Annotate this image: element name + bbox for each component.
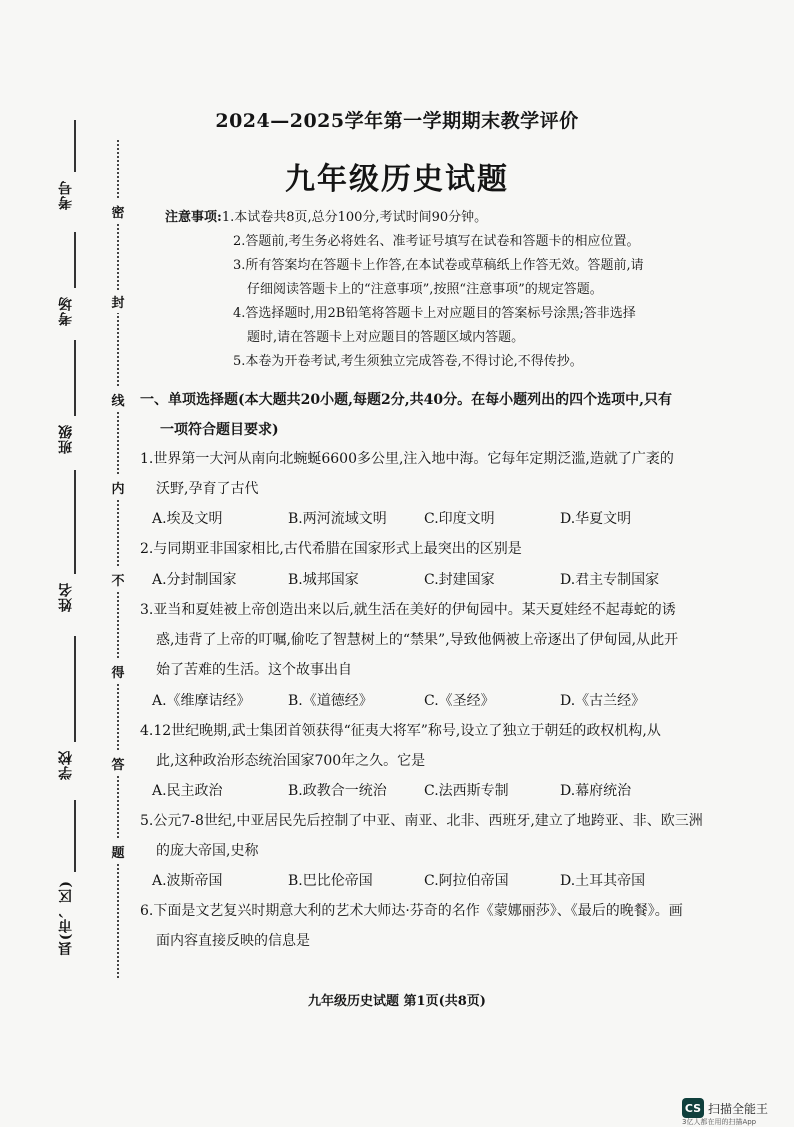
note-text: 1.本试卷共8页,总分100分,考试时间90分钟。 <box>221 210 488 225</box>
option: D.华夏文明 <box>560 511 632 527</box>
question-6 <box>140 896 725 956</box>
option: D.《古兰经》 <box>560 693 646 709</box>
question-line: 3.亚当和夏娃被上帝创造出来以后,就生活在美好的伊甸园中。某天夏娃经不起毒蛇的诱 <box>140 602 676 618</box>
question-2 <box>140 534 725 564</box>
section-heading-line: 一项符合题目要求) <box>160 422 279 438</box>
seal-char: 题 <box>109 840 127 863</box>
option: C.法西斯专制 <box>424 783 509 799</box>
question-line: 的庞大帝国,史称 <box>156 843 259 859</box>
note-line: 2.答题前,考生务必将姓名、准考证号填写在试卷和答题卡的相应位置。 <box>233 234 640 249</box>
option: A.分封制国家 <box>152 572 237 588</box>
scanner-tagline: 3亿人都在用的扫描App <box>682 1118 757 1126</box>
note-line: 3.所有答案均在答题卡上作答,在本试卷或草稿纸上作答无效。答题前,请 <box>233 258 644 273</box>
note-line: 题时,请在答题卡上对应题目的答题区域内答题。 <box>247 330 525 345</box>
question-line: 2.与同期亚非国家相比,古代希腊在国家形式上最突出的区别是 <box>140 541 522 557</box>
scanner-watermark <box>682 1098 768 1118</box>
seal-char: 答 <box>109 752 127 775</box>
side-line-class <box>74 340 76 416</box>
question-line: 沃野,孕育了古代 <box>156 481 259 497</box>
side-label-name: 姓名 <box>58 582 74 612</box>
exam-subject-title: 九年级历史试题 <box>285 162 509 197</box>
seal-char: 内 <box>109 476 127 499</box>
question-1-options <box>152 508 712 528</box>
question-5 <box>140 806 725 866</box>
option: C.《圣经》 <box>424 693 495 709</box>
scanner-app-name: 扫描全能王 <box>708 1101 769 1116</box>
scanner-logo-icon: CS <box>682 1098 704 1118</box>
question-3 <box>140 595 725 685</box>
side-line-name <box>74 470 76 574</box>
side-line-school <box>74 636 76 742</box>
option: D.土耳其帝国 <box>560 873 646 889</box>
option: B.政教合一统治 <box>288 783 387 799</box>
note-line: 仔细阅读答题卡上的“注意事项”,按照“注意事项”的规定答题。 <box>247 282 603 297</box>
option: D.幕府统治 <box>560 783 632 799</box>
note-line: 5.本卷为开卷考试,考生须独立完成答卷,不得讨论,不得传抄。 <box>233 354 583 369</box>
option: C.阿拉伯帝国 <box>424 873 509 889</box>
notes-label: 注意事项: <box>165 210 222 225</box>
side-label-county: 县(市、区) <box>58 880 74 956</box>
page-footer: 九年级历史试题 第1页(共8页) <box>308 994 486 1009</box>
option: A.波斯帝国 <box>152 873 223 889</box>
seal-char: 得 <box>109 660 127 683</box>
question-line: 此,这种政治形态统治国家700年之久。它是 <box>156 753 426 769</box>
option: B.两河流域文明 <box>288 511 387 527</box>
note-line: 4.答选择题时,用2B铅笔将答题卡上对应题目的答案标号涂黑;答非选择 <box>233 306 636 321</box>
question-line: 4.12世纪晚期,武士集团首领获得“征夷大将军”称号,设立了独立于朝廷的政权机构,从 <box>140 723 661 739</box>
question-line: 面内容直接反映的信息是 <box>156 933 310 949</box>
option: D.君主专制国家 <box>560 572 660 588</box>
seal-char: 不 <box>109 568 127 591</box>
question-4 <box>140 716 725 776</box>
side-label-exam-number: 考号 <box>58 180 74 210</box>
question-line: 1.世界第一大河从南向北蜿蜒6600多公里,注入地中海。它每年定期泛滥,造就了广袤的 <box>140 451 674 467</box>
option: B.巴比伦帝国 <box>288 873 373 889</box>
seal-char: 封 <box>109 290 127 313</box>
question-line: 5.公元7-8世纪,中亚居民先后控制了中亚、南亚、北非、西班牙,建立了地跨亚、非、欧三洲 <box>140 813 703 829</box>
option: C.印度文明 <box>424 511 495 527</box>
option: C.封建国家 <box>424 572 495 588</box>
side-line-exam-room <box>74 232 76 288</box>
side-label-exam-room: 考场 <box>58 296 74 326</box>
question-line: 始了苦难的生活。这个故事出自 <box>156 662 352 678</box>
option: A.《维摩诘经》 <box>152 693 251 709</box>
question-line: 6.下面是文艺复兴时期意大利的艺术大师达·芬奇的名作《蒙娜丽莎》、《最后的晚餐》。画 <box>140 903 683 919</box>
option: B.《道德经》 <box>288 693 373 709</box>
question-line: 惑,违背了上帝的叮嘱,偷吃了智慧树上的“禁果”,导致他俩被上帝逐出了伊甸园,从此开 <box>156 632 679 648</box>
option: B.城邦国家 <box>288 572 359 588</box>
question-3-options <box>152 690 712 710</box>
side-label-class: 班级 <box>58 424 74 454</box>
question-2-options <box>152 569 712 589</box>
question-4-options <box>152 780 712 800</box>
option: A.埃及文明 <box>152 511 223 527</box>
seal-char: 密 <box>109 200 127 223</box>
question-5-options <box>152 870 712 890</box>
section-heading <box>140 385 720 445</box>
option: A.民主政治 <box>152 783 223 799</box>
note-line <box>165 206 725 230</box>
side-label-school: 学校 <box>58 750 74 780</box>
exam-term-title: 2024—2025学年第一学期期末教学评价 <box>215 110 579 132</box>
side-line-county <box>74 800 76 872</box>
notes-block <box>165 206 725 374</box>
seal-char: 线 <box>109 388 127 411</box>
section-heading-line: 一、单项选择题(本大题共20小题,每题2分,共40分。在每小题列出的四个选项中,只有 <box>140 392 672 408</box>
question-1 <box>140 444 725 504</box>
